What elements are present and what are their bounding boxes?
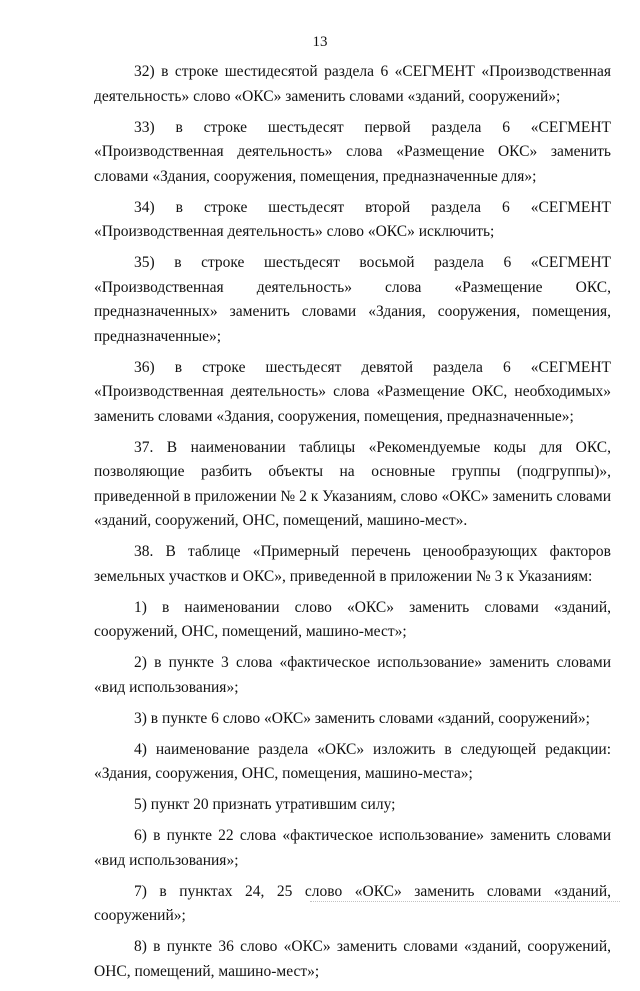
paragraph-38: 38. В таблице «Примерный перечень ценообразующих факторов земельных участков и ОКС», приведенной в приложении № 3 к Указаниям:: [94, 543, 611, 585]
scan-edge-marks: [310, 901, 620, 903]
paragraph-34: 34) в строке шестьдесят второй раздела 6 «СЕГМЕНТ «Производственная деятельность» слово «ОКС» исключить;: [94, 198, 611, 240]
paragraph-37: 37. В наименовании таблицы «Рекомендуемые коды для ОКС, позволяющие разбить объекты на основные группы (подгруппы)», приведенной в приложении № 2 к Указаниям, слово «ОКС» заменить словами «зданий, сооружений, ОНС, помещений, машино-мест».: [94, 438, 611, 529]
paragraph-32: 32) в строке шестидесятой раздела 6 «СЕГМЕНТ «Производственная деятельность» слово «ОКС» заменить словами «зданий, сооружений»;: [94, 63, 611, 105]
subitem-3: 3) в пункте 6 слово «ОКС» заменить словами «зданий, сооружений»;: [134, 709, 590, 727]
subitem-1: 1) в наименовании слово «ОКС» заменить словами «зданий, сооружений, ОНС, помещений, машино-мест»;: [94, 598, 611, 640]
subitem-5: 5) пункт 20 признать утратившим силу;: [134, 796, 396, 813]
subitem-2: 2) в пункте 3 слова «фактическое использование» заменить словами «вид использования»;: [94, 654, 611, 696]
paragraph-35: 35) в строке шестьдесят восьмой раздела 6 «СЕГМЕНТ «Производственная деятельность» слова «Размещение ОКС, предназначенных» заменить словами «Здания, сооружения, помещения, предназначенные»;: [94, 254, 611, 345]
subitem-7: 7) в пунктах 24, 25 слово «ОКС» заменить словами «зданий, сооружений»;: [94, 882, 611, 924]
subitem-6: 6) в пункте 22 слова «фактическое использование» заменить словами «вид использования»;: [94, 827, 611, 869]
paragraph-36: 36) в строке шестьдесят девятой раздела 6 «СЕГМЕНТ «Производственная деятельность» слова «Размещение ОКС, необходимых» заменить словами «Здания, сооружения, помещения, предназначенные»;: [94, 358, 611, 425]
subitem-4: 4) наименование раздела «ОКС» изложить в следующей редакции: «Здания, сооружения, ОНС, помещения, машино-места»;: [94, 740, 611, 782]
paragraph-33: 33) в строке шестьдесят первой раздела 6 «СЕГМЕНТ «Производственная деятельность» слова «Размещение ОКС» заменить словами «Здания, сооружения, помещения, предназначенные для»;: [94, 118, 611, 185]
document-body: [94, 60, 611, 991]
subitem-8: 8) в пункте 36 слово «ОКС» заменить словами «зданий, сооружений, ОНС, помещений, машино-мест»;: [94, 938, 611, 980]
page-number: 13: [312, 34, 328, 50]
